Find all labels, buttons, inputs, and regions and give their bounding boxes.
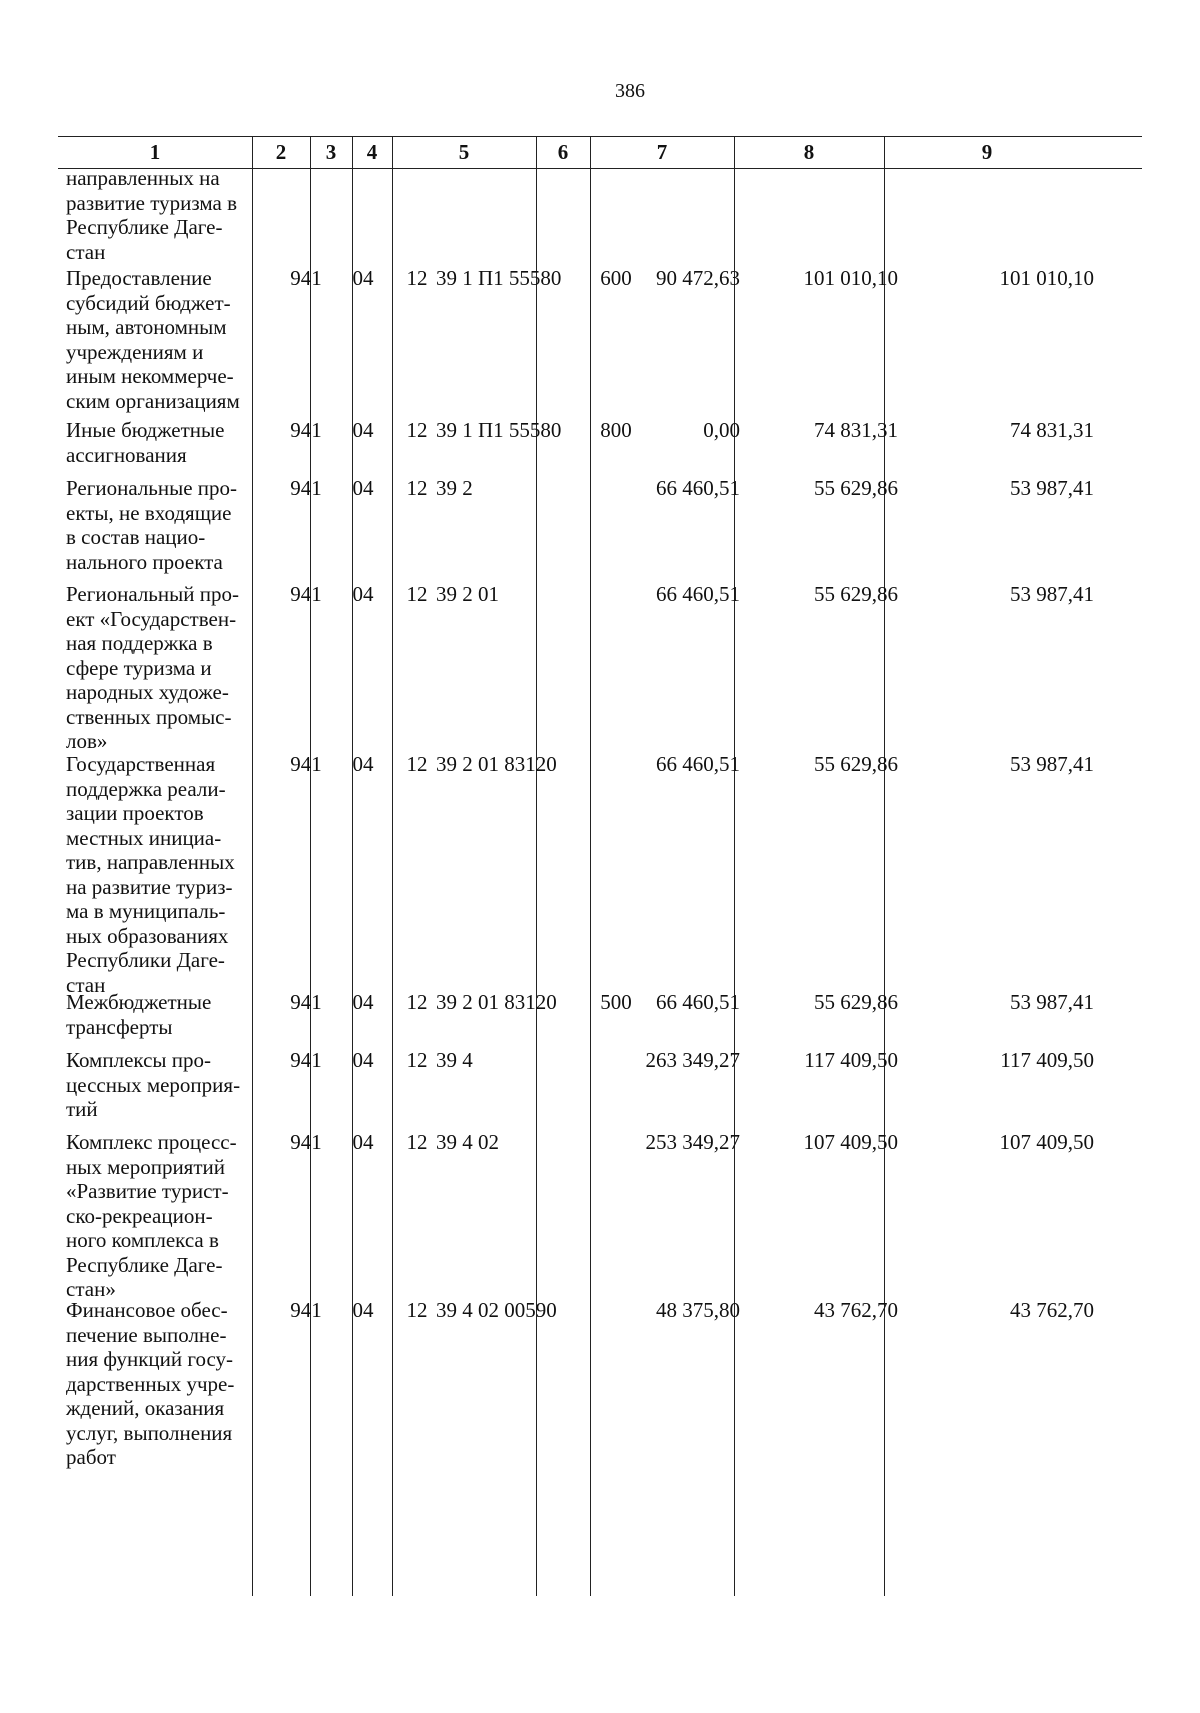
subsection-code: 12 — [406, 476, 428, 500]
header-col-7: 7 — [656, 140, 668, 164]
row-name-line: развитие туризма в — [66, 190, 238, 215]
row-name-line: услуг, выполнения — [66, 1420, 233, 1445]
row-name-line: ных образованиях — [66, 923, 229, 948]
amount-year-3: 53 987,41 — [1010, 990, 1094, 1014]
amount-year-2: 107 409,50 — [803, 1130, 898, 1154]
amount-year-2: 55 629,86 — [814, 476, 898, 500]
section-code: 04 — [352, 1130, 374, 1154]
main-administrator-code: 941 — [290, 1130, 322, 1154]
row-name-line: Комплекс процесс- — [66, 1130, 237, 1154]
section-code: 04 — [352, 418, 374, 442]
header-col-6: 6 — [557, 140, 569, 164]
header-col-1: 1 — [149, 140, 161, 164]
amount-year-2: 55 629,86 — [814, 990, 898, 1014]
main-administrator-code: 941 — [290, 752, 322, 776]
header-col-5: 5 — [458, 140, 470, 164]
row-name-line: дарственных учре- — [66, 1371, 235, 1396]
row-name-line: ная поддержка в — [66, 631, 213, 655]
target-article-code: 39 1 П1 55580 — [436, 266, 562, 290]
table-top-border — [58, 136, 1142, 137]
target-article-code: 39 4 — [436, 1048, 473, 1072]
row-name-line: Республике Даге- — [66, 215, 223, 239]
amount-year-3: 43 762,70 — [1010, 1298, 1094, 1322]
amount-year-1: 66 460,51 — [656, 582, 740, 606]
section-code: 04 — [352, 990, 374, 1014]
row-name — [66, 1048, 256, 1122]
header-col-9: 9 — [981, 140, 993, 164]
column-divider — [352, 136, 353, 1596]
row-name-line: ным, автономным — [66, 315, 227, 339]
row-name-line: ассигнования — [66, 442, 187, 467]
page-number: 386 — [615, 80, 645, 102]
amount-year-3: 74 831,31 — [1010, 418, 1094, 442]
target-article-code: 39 1 П1 55580 — [436, 418, 562, 442]
target-article-code: 39 2 01 83120 — [436, 990, 557, 1014]
row-name-line: зации проектов — [66, 801, 204, 825]
amount-year-3: 53 987,41 — [1010, 752, 1094, 776]
row-name-line: поддержка реали- — [66, 776, 226, 801]
main-administrator-code: 941 — [290, 418, 322, 442]
amount-year-1: 90 472,63 — [656, 266, 740, 290]
column-divider — [884, 136, 885, 1596]
amount-year-2: 55 629,86 — [814, 752, 898, 776]
row-name-line: ект «Государствен- — [66, 606, 237, 631]
amount-year-2: 43 762,70 — [814, 1298, 898, 1322]
amount-year-1: 66 460,51 — [656, 990, 740, 1014]
row-name-line: ско-рекреацион- — [66, 1203, 213, 1228]
subsection-code: 12 — [406, 1298, 428, 1322]
subsection-code: 12 — [406, 752, 428, 776]
row-name-line: иным некоммерче- — [66, 364, 234, 388]
row-name-line: цессных мероприя- — [66, 1072, 241, 1097]
expense-type-code: 800 — [600, 418, 632, 442]
target-article-code: 39 4 02 — [436, 1130, 499, 1154]
amount-year-1: 253 349,27 — [645, 1130, 740, 1154]
amount-year-2: 117 409,50 — [804, 1048, 898, 1072]
row-name-line: стан — [66, 239, 106, 264]
row-name — [66, 266, 256, 413]
row-name-line: «Развитие турист- — [66, 1179, 229, 1203]
subsection-code: 12 — [406, 418, 428, 442]
amount-year-1: 263 349,27 — [645, 1048, 740, 1072]
row-name-line: тив, направленных — [66, 850, 235, 874]
header-col-4: 4 — [366, 140, 378, 164]
row-name-line: стан — [66, 972, 106, 997]
expense-type-code: 500 — [600, 990, 632, 1014]
target-article-code: 39 2 01 83120 — [436, 752, 557, 776]
amount-year-1: 48 375,80 — [656, 1298, 740, 1322]
row-name-line: ных мероприятий — [66, 1154, 225, 1179]
section-code: 04 — [352, 266, 374, 290]
amount-year-3: 117 409,50 — [1000, 1048, 1094, 1072]
row-name-line: Финансовое обес- — [66, 1298, 228, 1322]
row-name-line: направленных на — [66, 166, 220, 190]
row-name-line: ждений, оказания — [66, 1396, 225, 1420]
row-name — [66, 476, 256, 574]
row-name-line: на развитие туриз- — [66, 874, 233, 899]
target-article-code: 39 2 — [436, 476, 473, 500]
row-name-line: Республики Даге- — [66, 948, 225, 972]
target-article-code: 39 2 01 — [436, 582, 499, 606]
amount-year-1: 66 460,51 — [656, 476, 740, 500]
row-name-line: Региональный про- — [66, 582, 239, 606]
row-name-line: ским организациям — [66, 388, 240, 413]
row-name-line: ного комплекса в — [66, 1228, 219, 1252]
amount-year-2: 101 010,10 — [803, 266, 898, 290]
row-name-line: ма в муниципаль- — [66, 899, 226, 923]
section-code: 04 — [352, 752, 374, 776]
row-name-line: Межбюджетные — [66, 990, 212, 1014]
row-name-line: работ — [66, 1445, 116, 1469]
subsection-code: 12 — [406, 582, 428, 606]
expense-type-code: 600 — [600, 266, 632, 290]
section-code: 04 — [352, 476, 374, 500]
row-name-line: сфере туризма и — [66, 655, 212, 680]
row-name — [66, 166, 256, 264]
row-name-line: ния функций госу- — [66, 1347, 234, 1371]
amount-year-3: 53 987,41 — [1010, 582, 1094, 606]
row-name-line: Республике Даге- — [66, 1252, 223, 1277]
row-name-line: стан» — [66, 1277, 116, 1301]
row-name-line: тий — [66, 1097, 98, 1121]
header-col-3: 3 — [325, 140, 337, 164]
main-administrator-code: 941 — [290, 266, 322, 290]
row-name-line: субсидий бюджет- — [66, 290, 231, 315]
row-name-line: Региональные про- — [66, 476, 238, 500]
row-name — [66, 1298, 256, 1470]
header-col-8: 8 — [803, 140, 815, 164]
amount-year-2: 74 831,31 — [814, 418, 898, 442]
row-name — [66, 990, 256, 1039]
amount-year-1: 0,00 — [703, 418, 740, 442]
section-code: 04 — [352, 1298, 374, 1322]
row-name-line: в состав нацио- — [66, 525, 206, 549]
target-article-code: 39 4 02 00590 — [436, 1298, 557, 1322]
main-administrator-code: 941 — [290, 1048, 322, 1072]
amount-year-3: 107 409,50 — [999, 1130, 1094, 1154]
row-name-line: местных инициа- — [66, 825, 222, 850]
main-administrator-code: 941 — [290, 476, 322, 500]
main-administrator-code: 941 — [290, 1298, 322, 1322]
section-code: 04 — [352, 1048, 374, 1072]
row-name — [66, 418, 256, 467]
row-name-line: нального проекта — [66, 549, 223, 574]
amount-year-3: 53 987,41 — [1010, 476, 1094, 500]
row-name-line: Предоставление — [66, 266, 212, 290]
row-name — [66, 1130, 256, 1302]
column-divider — [310, 136, 311, 1596]
column-divider — [734, 136, 735, 1596]
row-name-line: Иные бюджетные — [66, 418, 225, 442]
amount-year-2: 55 629,86 — [814, 582, 898, 606]
row-name-line: Государственная — [66, 752, 216, 776]
row-name-line: народных художе- — [66, 680, 229, 704]
row-name-line: ственных промыс- — [66, 704, 232, 729]
row-name-line: трансферты — [66, 1014, 173, 1039]
row-name-line: печение выполне- — [66, 1322, 227, 1347]
row-name-line: лов» — [66, 729, 108, 753]
subsection-code: 12 — [406, 990, 428, 1014]
budget-table — [58, 136, 1142, 1596]
column-divider — [590, 136, 591, 1596]
row-name — [66, 752, 256, 997]
main-administrator-code: 941 — [290, 582, 322, 606]
subsection-code: 12 — [406, 1130, 428, 1154]
header-col-2: 2 — [275, 140, 287, 164]
row-name-line: Комплексы про- — [66, 1048, 211, 1072]
column-divider — [536, 136, 537, 1596]
amount-year-3: 101 010,10 — [999, 266, 1094, 290]
row-name-line: екты, не входящие — [66, 500, 232, 525]
subsection-code: 12 — [406, 1048, 428, 1072]
section-code: 04 — [352, 582, 374, 606]
main-administrator-code: 941 — [290, 990, 322, 1014]
row-name-line: учреждениям и — [66, 339, 204, 364]
column-divider — [392, 136, 393, 1596]
row-name — [66, 582, 256, 754]
amount-year-1: 66 460,51 — [656, 752, 740, 776]
subsection-code: 12 — [406, 266, 428, 290]
